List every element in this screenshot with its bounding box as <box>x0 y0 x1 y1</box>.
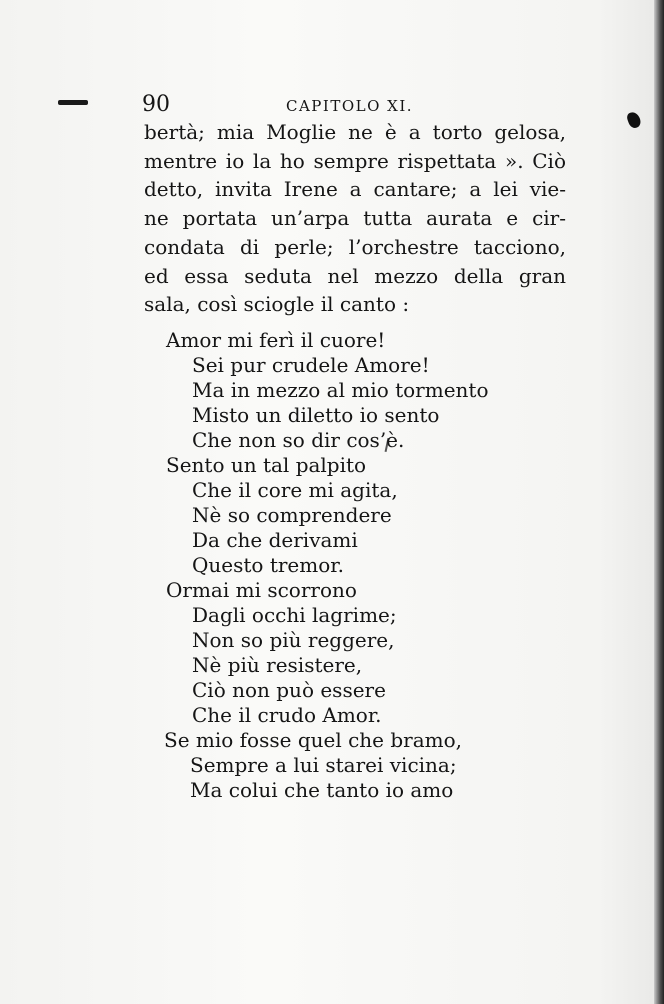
prose-line: sala, così sciogle il canto : <box>144 292 410 317</box>
margin-dash-mark <box>58 100 88 105</box>
poem-line: Che il core mi agita, <box>192 478 398 502</box>
poem-line: Questo tremor. <box>192 553 344 577</box>
poem-line: Dagli occhi lagrime; <box>192 603 397 627</box>
poem-line: Nè so comprendere <box>192 503 392 527</box>
running-head: CAPITOLO XI. <box>286 97 414 115</box>
page-edge-shadow <box>654 0 664 1004</box>
page-header <box>142 92 566 118</box>
poem-line: Ma colui che tanto io amo <box>190 778 454 802</box>
poem-line: Che il crudo Amor. <box>192 703 382 727</box>
poem-line: Da che derivami <box>192 528 358 552</box>
ink-blot-mark <box>626 110 643 129</box>
page-number: 90 <box>142 92 170 117</box>
prose-line: bertà; mia Moglie ne è a torto gelosa, <box>144 120 566 144</box>
poem-line: Sento un tal palpito <box>166 453 367 477</box>
poem-line: Misto un diletto io sento <box>192 403 440 427</box>
poem-line: Ciò non può essere <box>192 678 386 702</box>
prose-line: detto, invita Irene a cantare; a lei vie- <box>144 177 566 202</box>
poem-line: Non so più reggere, <box>192 628 395 652</box>
prose-line: ed essa seduta nel mezzo della gran <box>144 263 566 288</box>
poem-line: Se mio fosse quel che bramo, <box>164 728 463 752</box>
poem-line: Ormai mi scorrono <box>166 578 357 602</box>
poem-line: Sempre a lui starei vicina; <box>190 753 457 777</box>
poem-line: Amor mi ferì il cuore! <box>166 328 386 352</box>
poem-line: Che non so dir cos’è. <box>192 428 405 452</box>
prose-line: ne portata un’arpa tutta aurata e cir- <box>144 206 566 231</box>
prose-line: mentre io la ho sempre rispettata ». Ciò <box>144 148 566 173</box>
prose-line: condata di perle; l’orchestre tacciono, <box>144 234 566 259</box>
poem-line: Sei pur crudele Amore! <box>192 353 430 377</box>
poem-line: Nè più resistere, <box>192 653 363 677</box>
poem-line: Ma in mezzo al mio tormento <box>192 378 489 402</box>
prose-paragraph <box>144 118 566 319</box>
